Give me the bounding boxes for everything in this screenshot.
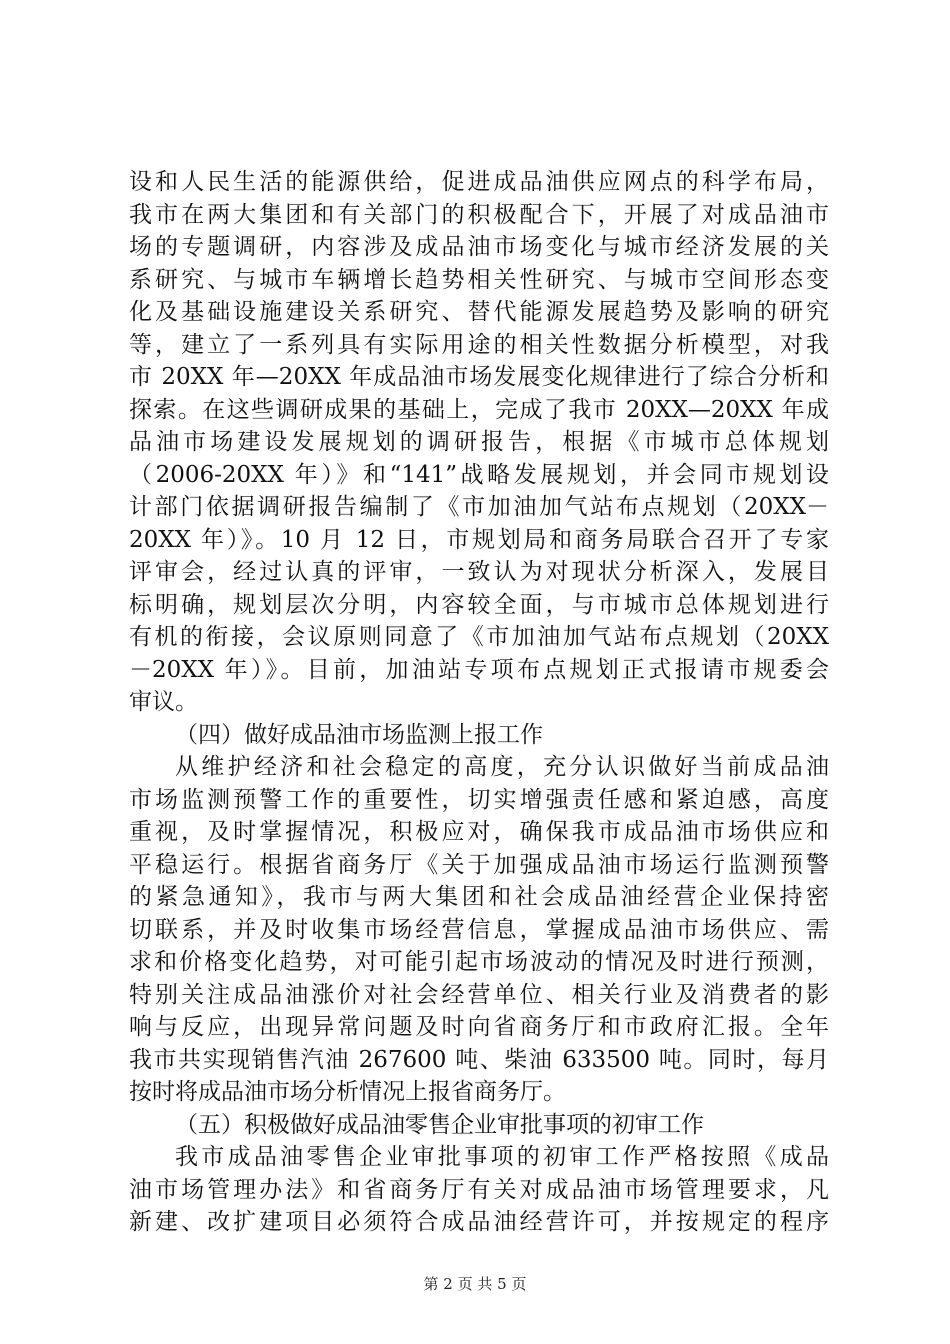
text-line: 我市成品油零售企业审批事项的初审工作严格按照《成品 [175,1144,829,1170]
text-line: 审议。 [129,689,198,715]
text-line: 设和人民生活的能源供给，促进成品油供应网点的科学布局， [129,169,829,195]
text-line: 探索。在这些调研成果的基础上，完成了我市 20XX—20XX 年成 [129,396,829,423]
text-line: 油市场管理办法》和省商务厅有关对成品油市场管理要求，凡 [129,1176,829,1203]
text-line: 等，建立了一系列具有实际用途的相关性数据分析模型，对我 [129,331,829,358]
text-line: 特别关注成品油涨价对社会经营单位、相关行业及消费者的影 [129,981,829,1008]
text-line: 计部门依据调研报告编制了《市加油加气站布点规划（20XX－ [129,494,829,520]
text-line: 重视，及时掌握情况，积极应对，确保我市成品油市场供应和 [129,819,829,845]
page-footer [0,1273,950,1294]
text-line: 标明确，规划层次分明，内容较全面，与市城市总体规划进行 [129,591,829,618]
text-line: 我市共实现销售汽油 267600 吨、柴油 633500 吨。同时，每月 [129,1046,830,1073]
text-line: 化及基础设施建设关系研究、替代能源发展趋势及影响的研究 [129,299,829,325]
text-line: 的紧急通知》，我市与两大集团和社会成品油经营企业保持密 [129,884,829,910]
text-line: 市 20XX 年—20XX 年成品油市场发展变化规律进行了综合分析和 [129,364,829,390]
page-number: 第 2 页 共 5 页 [423,1275,527,1293]
text-line: 按时将成品油市场分析情况上报省商务厅。 [129,1079,566,1105]
text-line: 新建、改扩建项目必须符合成品油经营许可，并按规定的程序 [129,1209,829,1235]
text-line: 平稳运行。根据省商务厅《关于加强成品油市场运行监测预警 [129,851,829,878]
text-line: 有机的衔接，会议原则同意了《市加油加气站布点规划（20XX [129,624,829,650]
text-line: 我市在两大集团和有关部门的积极配合下，开展了对成品油市 [129,201,829,228]
text-line: 系研究、与城市车辆增长趋势相关性研究、与城市空间形态变 [129,266,829,293]
text-line: 评审会，经过认真的评审，一致认为对现状分析深入，发展目 [129,559,829,585]
text-line: 切联系，并及时收集市场经营信息，掌握成品油市场供应、需 [129,916,829,943]
text-line: 从维护经济和社会稳定的高度，充分认识做好当前成品油 [175,754,829,780]
text-line: （2006-20XX 年）》和“141”战略发展规划，并会同市规划设 [129,461,829,488]
section-heading: （四）做好成品油市场监测上报工作 [175,721,543,748]
section-heading: （五）积极做好成品油零售企业审批事项的初审工作 [175,1111,704,1138]
text-line: 品油市场建设发展规划的调研报告，根据《市城市总体规划 [129,429,829,455]
text-line: －20XX 年）》。目前，加油站专项布点规划正式报请市规委会 [129,656,829,683]
text-line: 场的专题调研，内容涉及成品油市场变化与城市经济发展的关 [129,234,829,260]
text-line: 20XX 年）》。10 月 12 日，市规划局和商务局联合召开了专家 [129,526,829,553]
body-text [129,166,829,1239]
text-line: 求和价格变化趋势，对可能引起市场波动的情况及时进行预测， [129,949,829,975]
text-line: 响与反应，出现异常问题及时向省商务厅和市政府汇报。全年 [129,1014,829,1040]
text-line: 市场监测预警工作的重要性，切实增强责任感和紧迫感，高度 [129,786,829,813]
